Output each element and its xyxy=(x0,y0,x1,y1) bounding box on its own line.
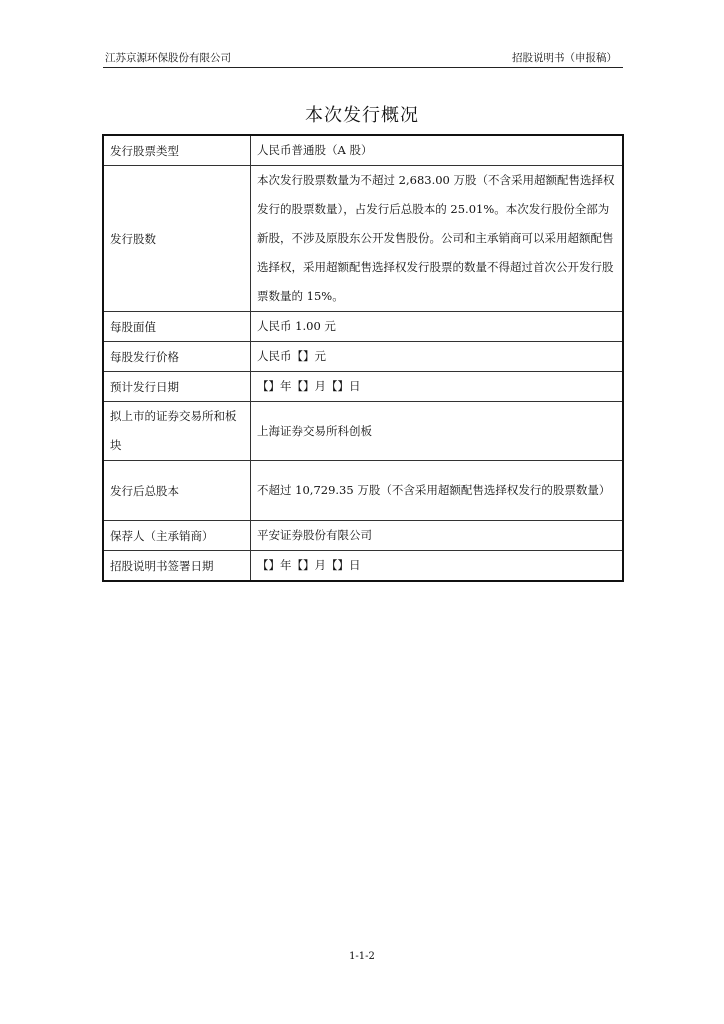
company-name: 江苏京源环保股份有限公司 xyxy=(105,52,231,64)
row-label: 招股说明书签署日期 xyxy=(103,551,251,582)
row-value: 人民币【】元 xyxy=(251,342,624,372)
row-label: 每股面值 xyxy=(103,312,251,342)
table-row xyxy=(103,551,623,582)
page-title: 本次发行概况 xyxy=(305,105,419,126)
row-value: 平安证券股份有限公司 xyxy=(251,521,624,551)
row-value: 不超过 10,729.35 万股（不含采用超额配售选择权发行的股票数量） xyxy=(251,461,624,521)
table-row xyxy=(103,402,623,461)
row-label: 拟上市的证券交易所和板块 xyxy=(103,402,251,461)
row-label: 保荐人（主承销商） xyxy=(103,521,251,551)
table-row xyxy=(103,521,623,551)
table-row xyxy=(103,342,623,372)
table-row xyxy=(103,461,623,521)
row-value: 本次发行股票数量为不超过 2,683.00 万股（不含采用超额配售选择权发行的股票数量），占发行后总股本的 25.01%。本次发行股份全部为新股，不涉及原股东公开发售股份。公司和主承销商可以采用超额配售选择权，采用超额配售选择权发行股票的数量不得超过首次公开发行股票数量的 15%。 xyxy=(251,166,624,312)
table-row xyxy=(103,166,623,312)
table-row xyxy=(103,135,623,166)
page-header xyxy=(103,51,623,68)
row-value: 上海证券交易所科创板 xyxy=(251,402,624,461)
table-row xyxy=(103,372,623,402)
page-number: 1-1-2 xyxy=(349,951,375,962)
row-label: 每股发行价格 xyxy=(103,342,251,372)
row-label: 发行后总股本 xyxy=(103,461,251,521)
row-value: 【】年【】月【】日 xyxy=(251,551,624,582)
row-label: 发行股数 xyxy=(103,166,251,312)
offering-overview-table xyxy=(102,134,624,582)
table-row xyxy=(103,312,623,342)
row-label: 预计发行日期 xyxy=(103,372,251,402)
row-value: 人民币普通股（A 股） xyxy=(251,135,624,166)
document-type: 招股说明书（申报稿） xyxy=(512,52,617,64)
row-label: 发行股票类型 xyxy=(103,135,251,166)
row-value: 人民币 1.00 元 xyxy=(251,312,624,342)
row-value: 【】年【】月【】日 xyxy=(251,372,624,402)
